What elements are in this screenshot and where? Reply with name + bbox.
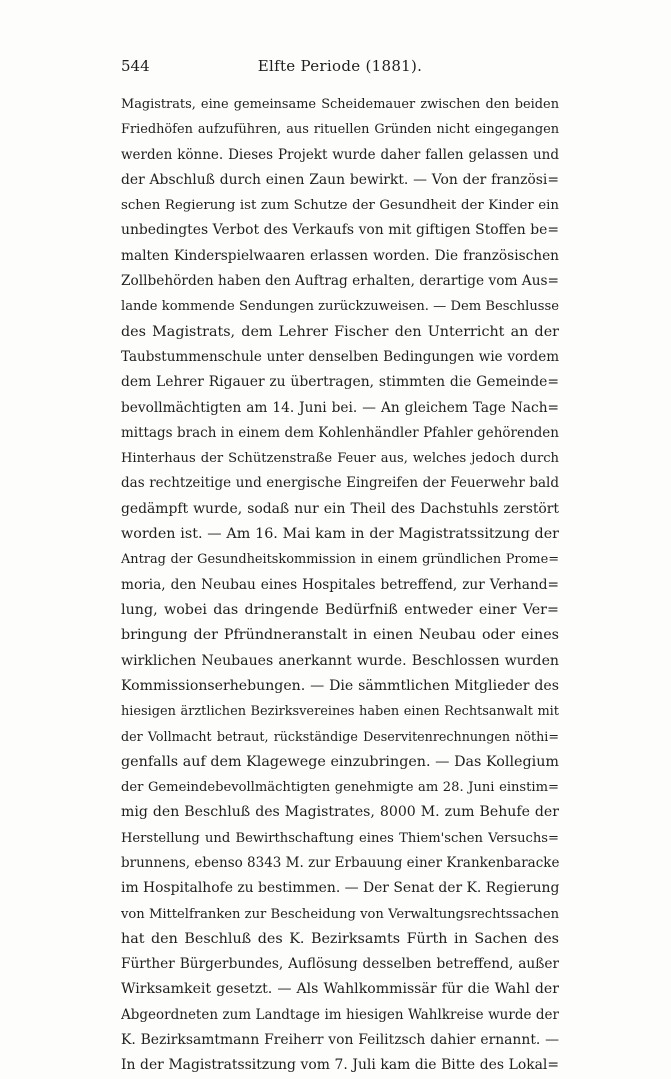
text-line: der Abschluß durch einen Zaun bewirkt. — Von der französi=	[121, 171, 559, 188]
text-line: das rechtzeitige und energische Eingreifen der Feuerwehr bald	[121, 475, 559, 492]
text-line: werden könne. Dieses Projekt wurde daher fallen gelassen und	[121, 146, 559, 163]
text-line: lung, wobei das dringende Bedürfniß entweder einer Ver=	[121, 601, 559, 618]
text-line: der Vollmacht betraut, rückständige Deservitenrechnungen nöthi=	[121, 729, 559, 745]
text-line: genfalls auf dem Klagewege einzubringen. — Das Kollegium	[121, 753, 559, 770]
text-line: dem Lehrer Rigauer zu übertragen, stimmten die Gemeinde=	[121, 374, 559, 391]
text-line: wirklichen Neubaues anerkannt wurde. Beschlossen wurden	[121, 652, 559, 669]
text-line: Herstellung und Bewirthschaftung eines Thiem'schen Versuchs=	[121, 830, 559, 846]
body-text	[121, 92, 559, 1079]
text-line: lande kommende Sendungen zurückzuweisen. — Dem Beschlusse	[121, 299, 559, 315]
text-line: moria, den Neubau eines Hospitales betreffend, zur Verhand=	[121, 576, 559, 593]
text-line: Hinterhaus der Schützenstraße Feuer aus, welches jedoch durch	[121, 451, 559, 467]
text-line: worden ist. — Am 16. Mai kam in der Magistratssitzung der	[121, 526, 559, 543]
text-line: Magistrats, eine gemeinsame Scheidemauer zwischen den beiden	[121, 97, 559, 112]
text-line: schen Regierung ist zum Schutze der Gesundheit der Kinder ein	[121, 198, 559, 214]
text-line: gedämpft wurde, sodaß nur ein Theil des Dachstuhls zerstört	[121, 500, 559, 517]
text-line: bringung der Pfründneranstalt in einen Neubau oder eines	[121, 627, 559, 644]
text-line: bevollmächtigten am 14. Juni bei. — An gleichem Tage Nach=	[121, 399, 559, 416]
text-line: Antrag der Gesundheitskommission in einem gründlichen Prome=	[121, 552, 559, 568]
text-line: unbedingtes Verbot des Verkaufs von mit giftigen Stoffen be=	[121, 222, 559, 239]
text-line: In der Magistratssitzung vom 7. Juli kam die Bitte des Lokal=	[121, 1057, 559, 1074]
text-line: hat den Beschluß des K. Bezirksamts Fürth in Sachen des	[121, 930, 559, 947]
text-line: der Gemeindebevollmächtigten genehmigte am 28. Juni einstim=	[121, 780, 559, 796]
text-line: hiesigen ärztlichen Bezirksvereines haben einen Rechtsanwalt mit	[121, 704, 559, 720]
text-line: Taubstummenschule unter denselben Bedingungen wie vordem	[121, 348, 559, 365]
text-line: Fürther Bürgerbundes, Auflösung desselben betreffend, außer	[121, 956, 559, 973]
text-line: Wirksamkeit gesetzt. — Als Wahlkommissär für die Wahl der	[121, 981, 559, 998]
text-line: malten Kinderspielwaaren erlassen worden. Die französischen	[121, 247, 559, 264]
running-title: Elfte Periode (1881).	[257, 57, 423, 75]
text-line: Abgeordneten zum Landtage im hiesigen Wahlkreise wurde der	[121, 1006, 559, 1023]
text-line: von Mittelfranken zur Bescheidung von Verwaltungsrechtssachen	[121, 906, 559, 922]
text-line: im Hospitalhofe zu bestimmen. — Der Senat der K. Regierung	[121, 880, 559, 897]
text-line: Friedhöfen aufzuführen, aus rituellen Gründen nicht eingegangen	[121, 122, 559, 138]
page-header	[121, 57, 559, 81]
text-line: brunnens, ebenso 8343 M. zur Erbauung einer Krankenbaracke	[121, 854, 559, 871]
text-line: mittags brach in einem dem Kohlenhändler Pfahler gehörenden	[121, 424, 559, 441]
text-line: K. Bezirksamtmann Freiherr von Feilitzsch dahier ernannt. —	[121, 1031, 559, 1048]
text-line: des Magistrats, dem Lehrer Fischer den Unterricht an der	[121, 323, 559, 340]
text-line: mig den Beschluß des Magistrates, 8000 M. zum Behufe der	[121, 804, 559, 821]
text-line: Kommissionserhebungen. — Die sämmtlichen Mitglieder des	[121, 677, 559, 694]
page-number: 544	[121, 57, 150, 75]
text-line: Zollbehörden haben den Auftrag erhalten, derartige vom Aus=	[121, 273, 559, 290]
